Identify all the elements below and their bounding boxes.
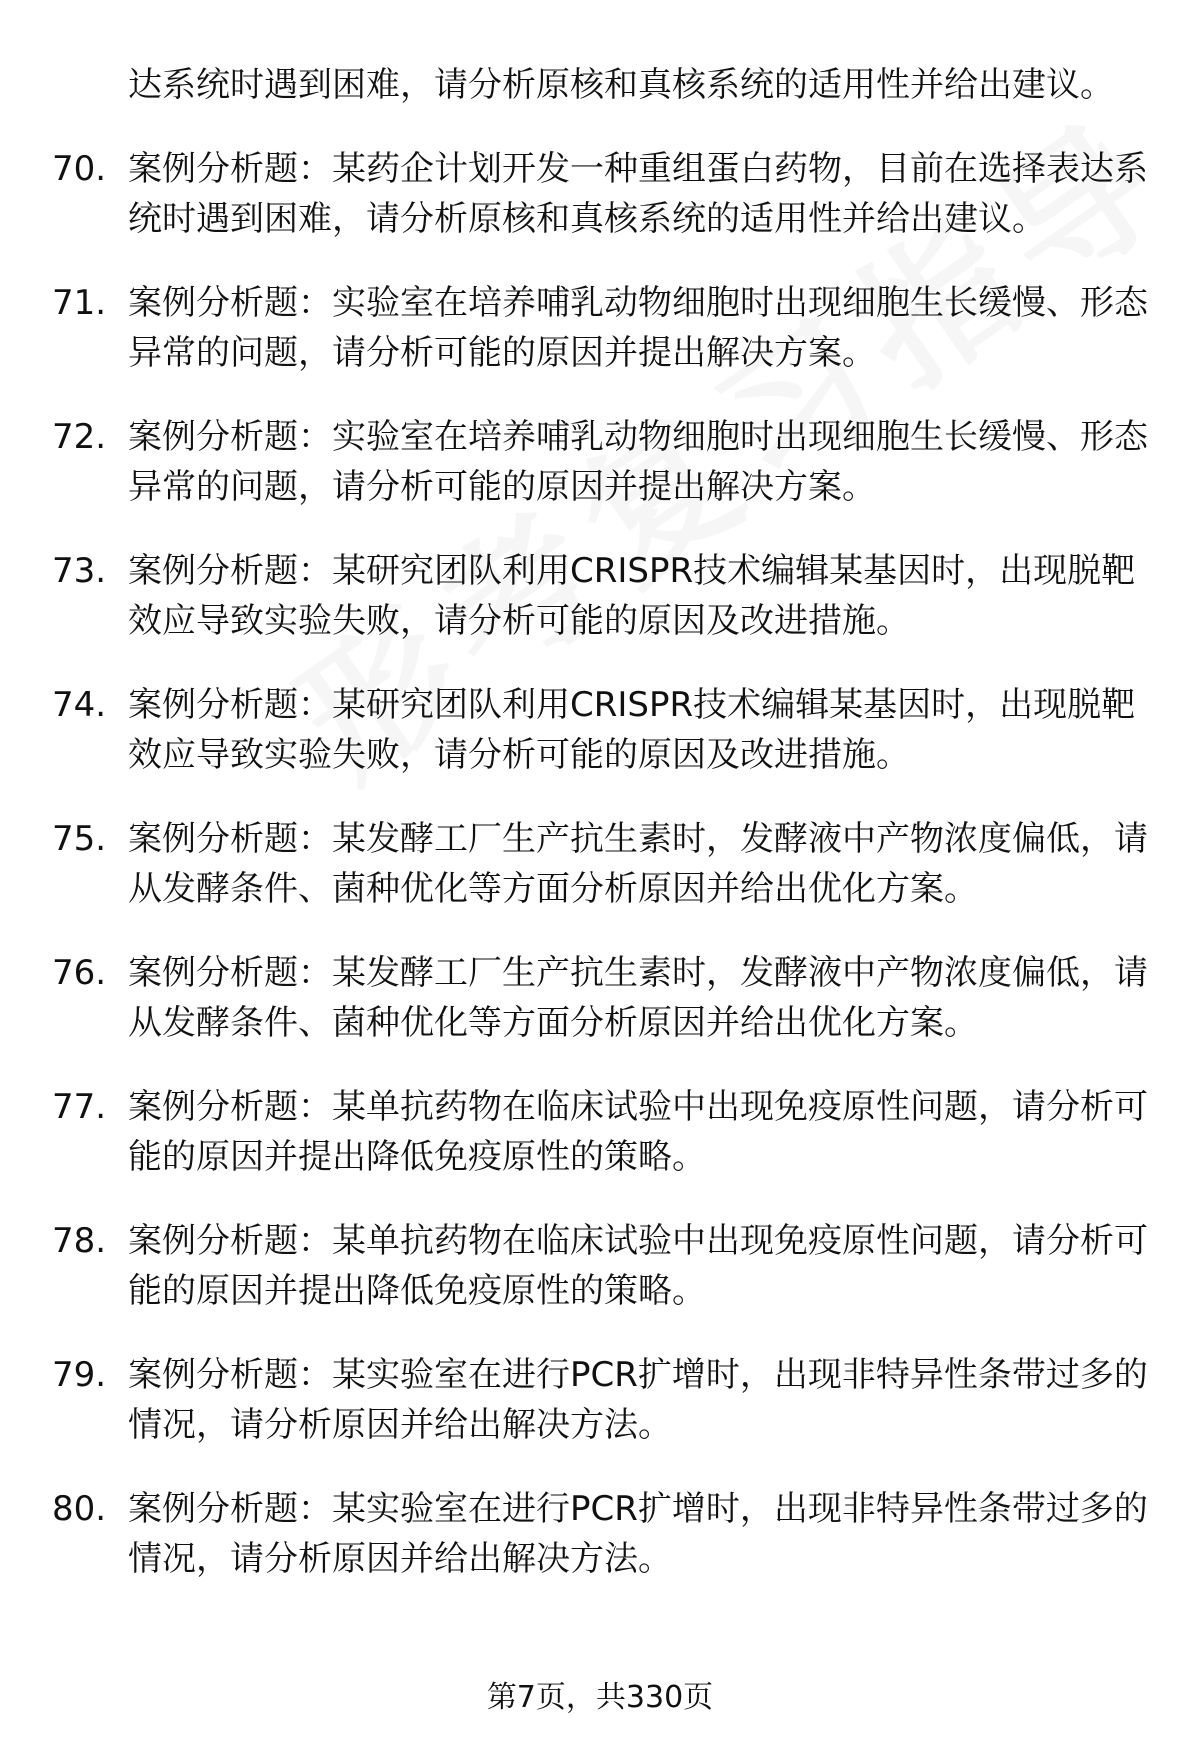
question-number: 74. [52,685,107,725]
question-item [52,1082,1162,1182]
question-item [52,1484,1162,1584]
question-item [52,1216,1162,1316]
question-item [52,278,1162,378]
question-text: 案例分析题：某实验室在进行PCR扩增时，出现非特异性条带过多的情况，请分析原因并给出解决方法。 [128,1489,1148,1579]
question-item [52,814,1162,914]
question-number: 73. [52,551,107,591]
continuation-text: 达系统时遇到困难，请分析原核和真核系统的适用性并给出建议。 [128,65,1114,105]
question-number: 78. [52,1221,107,1261]
question-item [52,412,1162,512]
question-item [52,546,1162,646]
question-text: 案例分析题：某单抗药物在临床试验中出现免疫原性问题，请分析可能的原因并提出降低免疫原性的策略。 [128,1087,1148,1177]
question-text: 案例分析题：实验室在培养哺乳动物细胞时出现细胞生长缓慢、形态异常的问题，请分析可能的原因并提出解决方案。 [128,283,1148,373]
question-text: 案例分析题：某实验室在进行PCR扩增时，出现非特异性条带过多的情况，请分析原因并给出解决方法。 [128,1355,1148,1445]
question-number: 72. [52,417,107,457]
question-number: 77. [52,1087,107,1127]
question-text: 案例分析题：某药企计划开发一种重组蛋白药物，目前在选择表达系统时遇到困难，请分析原核和真核系统的适用性并给出建议。 [128,149,1148,239]
question-number: 80. [52,1489,107,1529]
question-list [52,60,1162,1584]
page-footer: 第7页，共330页 [486,1680,714,1715]
question-item [52,1350,1162,1450]
question-text: 案例分析题：某研究团队利用CRISPR技术编辑某基因时，出现脱靶效应导致实验失败，请分析可能的原因及改进措施。 [128,551,1136,641]
question-text: 案例分析题：某单抗药物在临床试验中出现免疫原性问题，请分析可能的原因并提出降低免疫原性的策略。 [128,1221,1148,1311]
question-item [52,680,1162,780]
question-item [52,948,1162,1048]
question-number: 79. [52,1355,107,1395]
question-item [52,144,1162,244]
question-text: 案例分析题：实验室在培养哺乳动物细胞时出现细胞生长缓慢、形态异常的问题，请分析可能的原因并提出解决方案。 [128,417,1148,507]
question-number: 70. [52,149,107,189]
question-number: 75. [52,819,107,859]
question-text: 案例分析题：某发酵工厂生产抗生素时，发酵液中产物浓度偏低，请从发酵条件、菌种优化等方面分析原因并给出优化方案。 [128,953,1148,1043]
question-number: 76. [52,953,107,993]
question-number: 71. [52,283,107,323]
question-text: 案例分析题：某发酵工厂生产抗生素时，发酵液中产物浓度偏低，请从发酵条件、菌种优化等方面分析原因并给出优化方案。 [128,819,1148,909]
question-text: 案例分析题：某研究团队利用CRISPR技术编辑某基因时，出现脱靶效应导致实验失败，请分析可能的原因及改进措施。 [128,685,1136,775]
